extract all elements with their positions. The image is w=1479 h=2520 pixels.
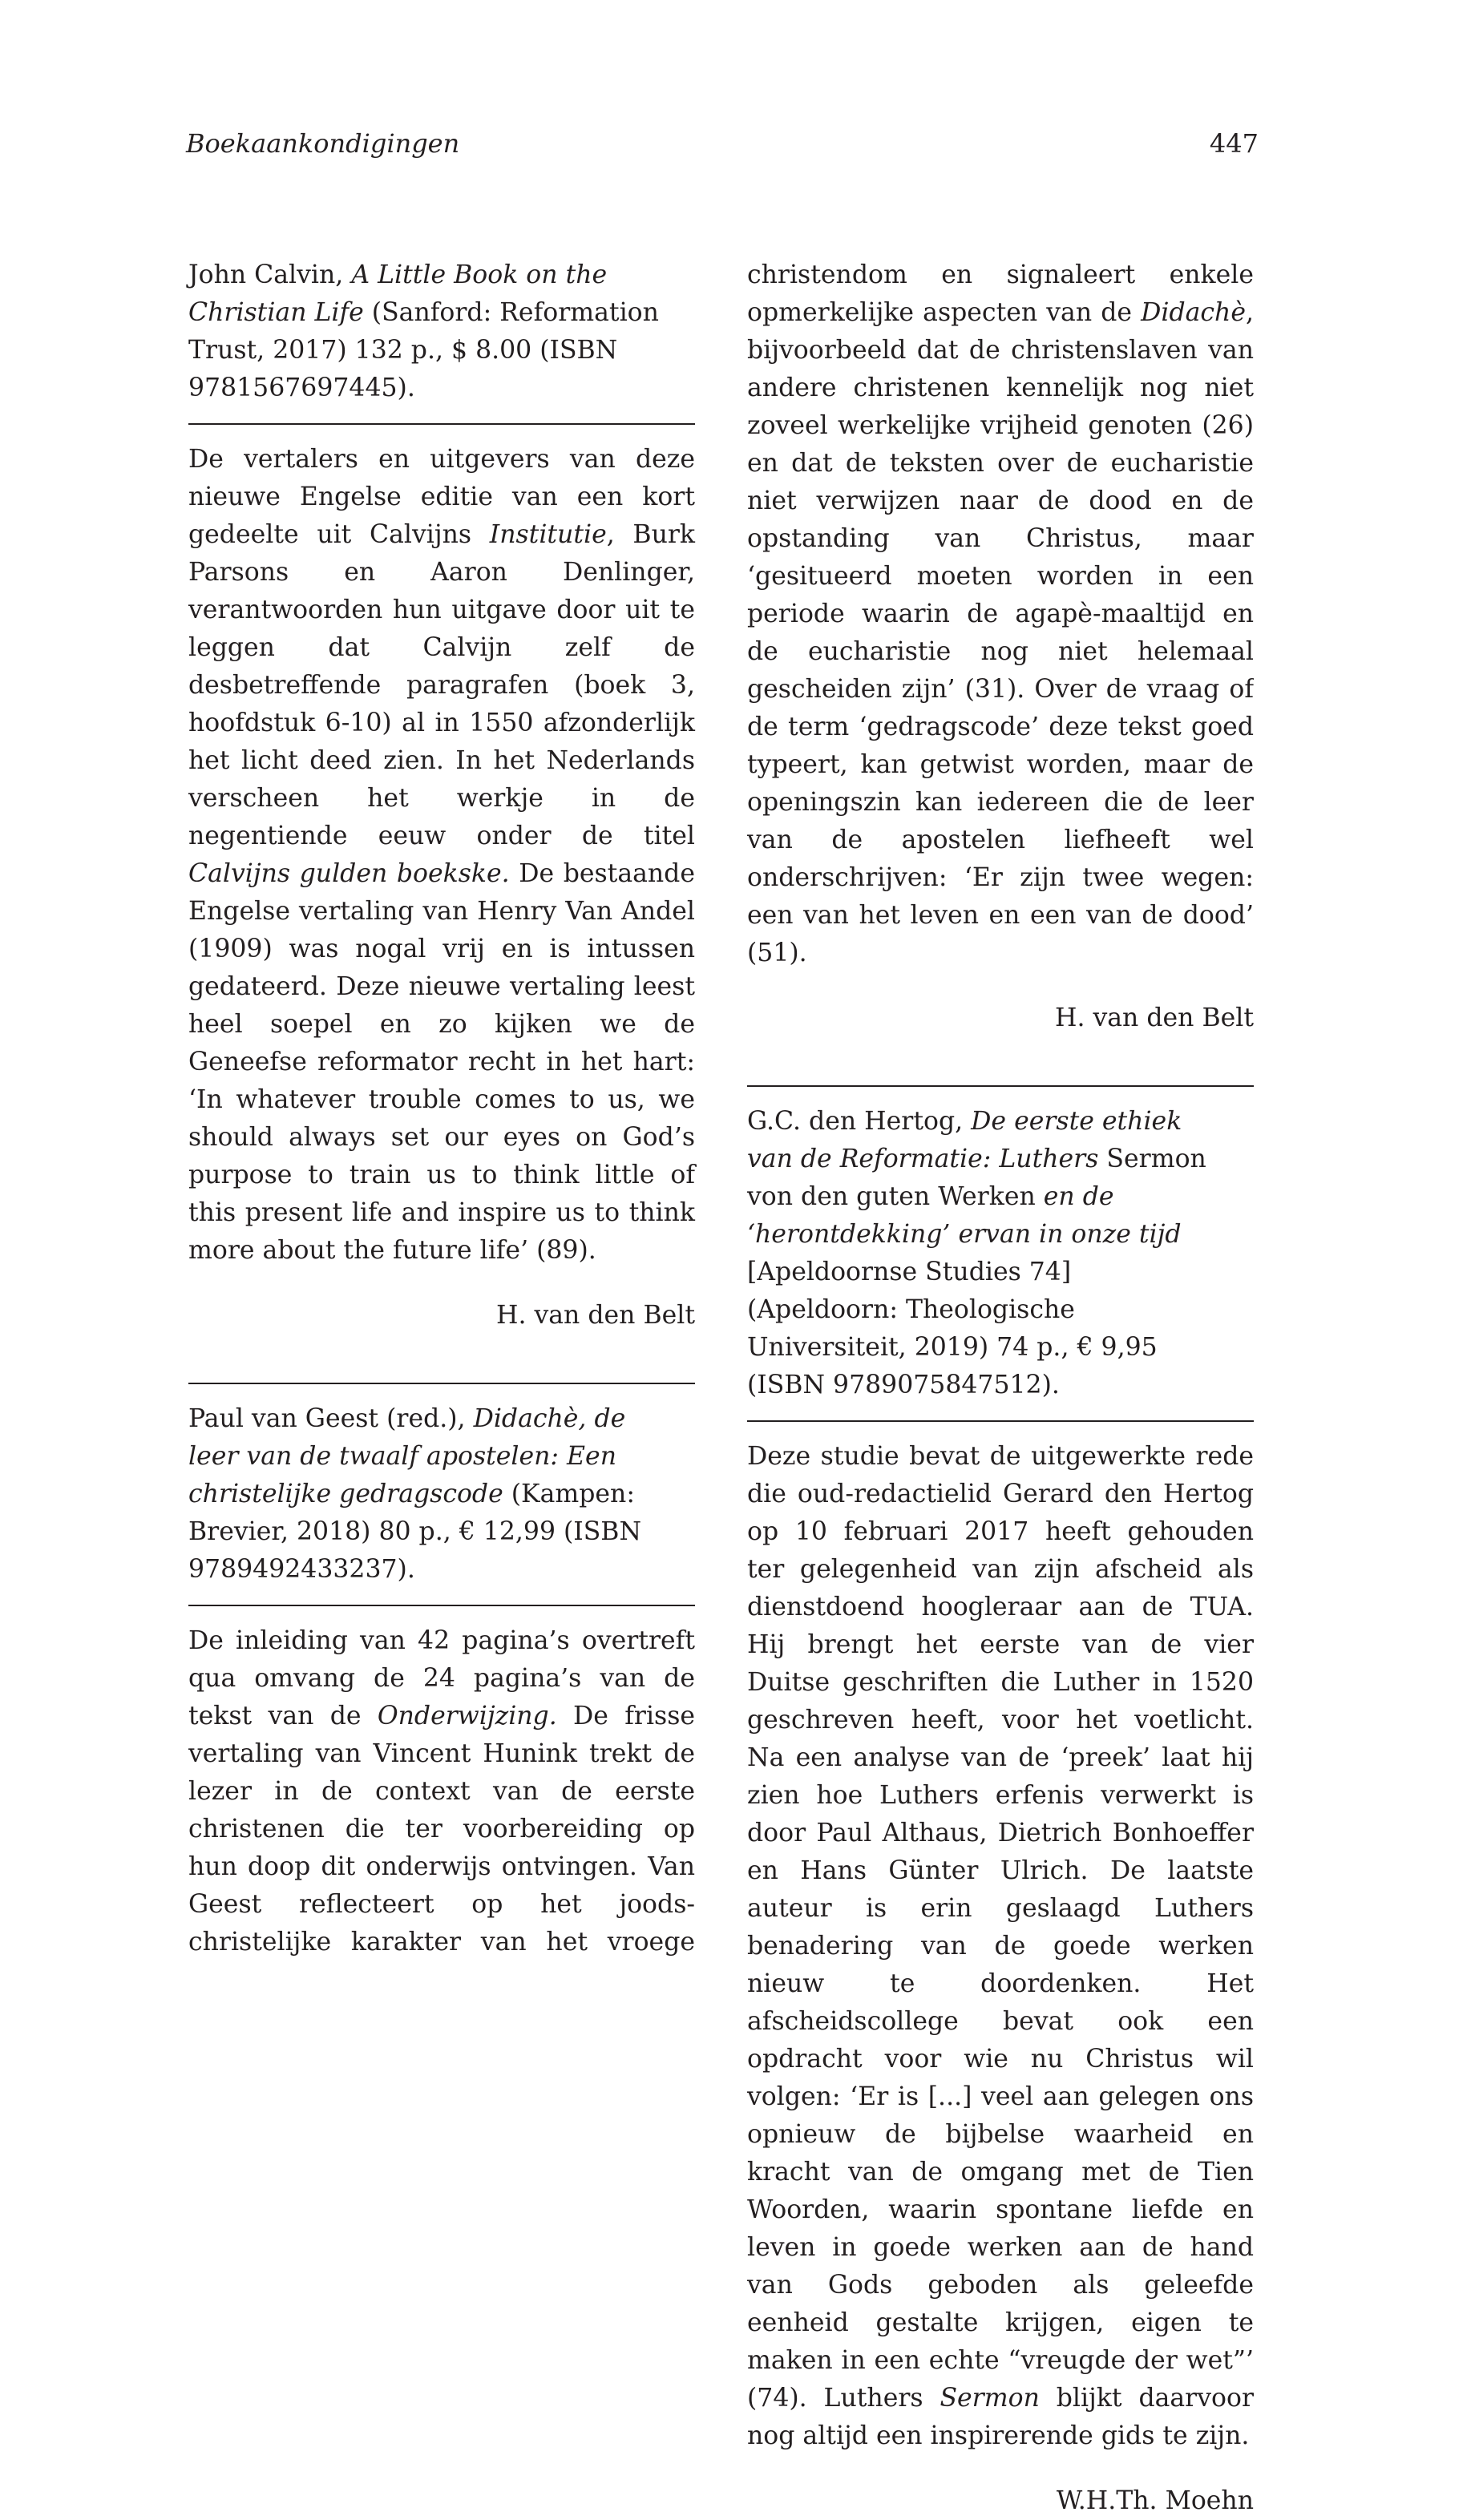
left-column: [188, 256, 695, 1961]
review-1-title: A Little Book on the Christian Life: [188, 260, 608, 327]
review-3-details: [Apeldoornse Studies 74] (Apeldoorn: Theologische Universiteit, 2019) 74 p., € 9,95 (ISBN 9789075847512).: [747, 1258, 1158, 1399]
review-3-body: Deze studie bevat de uitgewerkte rede die oud-redactielid Gerard den Hertog op 10 februari 2017 heeft gehouden ter gelegenheid van zijn afscheid als dienstdoend hoogleraar aan de TUA. Hij brengt het eerste van de vier Duitse geschriften die Luther in 1520 geschreven heeft, voor het voetlicht. Na een analyse van de ‘preek’ laat hij zien hoe Luthers erfenis verwerkt is door Paul Althaus, Dietrich Bonhoeffer en Hans Günter Ulrich. De laatste auteur is erin geslaagd Luthers benadering van de goede werken nieuw te doordenken. Het afscheidscollege bevat ook een opdracht voor wie nu Christus wil volgen: ‘Er is [...] veel aan gelegen ons opnieuw de bijbelse waarheid en kracht van de omgang met de Tien Woorden, waarin spontane liefde en leven in goede werken aan de hand van Gods geboden als geleefde eenheid gestalte krijgen, eigen te maken in een echte “vreugde der wet”’ (74). Luthers Sermon blijkt daarvoor nog altijd een inspirerende gids te zijn.: [747, 1442, 1255, 2450]
review-1-details: (Sanford: Reformation Trust, 2017) 132 p., $ 8.00 (ISBN 9781567697445).: [188, 298, 659, 402]
review-3-citation: G.C. den Hertog, De eerste ethiek van de Reformatie: Luthers Sermon von den guten Werken en de ‘herontdekking’ ervan in onze tijd [Apeldoornse Studies 74] (Apeldoorn: Theologische Universiteit, 2019) 74 p., € 9,95 (ISBN 9789075847512).: [747, 1107, 1206, 1399]
divider: [188, 423, 695, 425]
divider: [747, 1420, 1254, 1422]
divider: [188, 1605, 695, 1606]
review-1-reviewer: H. van den Belt: [495, 1301, 695, 1330]
review-3-reviewer: W.H.Th. Moehn: [1056, 2486, 1254, 2515]
review-1-body: De vertalers en uitgevers van deze nieuwe Engelse editie van een kort gedeelte uit Calvijns Institutie, Burk Parsons en Aaron Denlinger, verantwoorden hun uitgave door uit te leggen dat Calvijn zelf de desbetreffende paragrafen (boek 3, hoofdstuk 6-10) al in 1550 afzonderlijk het licht deed zien. In het Nederlands verscheen het werkje in de negentiende eeuw onder de titel Calvijns gulden boekske. De bestaande Engelse vertaling van Henry Van Andel (1909) was nogal vrij en is intussen gedateerd. Deze nieuwe vertaling leest heel soepel en zo kijken we de Geneefse reformator recht in het hart: ‘In whatever trouble comes to us, we should always set our eyes on God’s purpose to train us to think little of this present life and inspire us to think more about the future life’ (89).: [188, 445, 696, 1265]
review-2-body-continued: christendom en signaleert enkele opmerkelijke aspecten van de Didachè, bijvoorbeeld dat de christenslaven van andere christenen kennelijk nog niet zoveel werkelijke vrijheid genoten (26) en dat de teksten over de eucharistie niet verwijzen naar de dood en de opstanding van Christus, maar ‘gesitueerd moeten worden in een periode waarin de agapè-maaltijd en de eucharistie nog niet helemaal gescheiden zijn’ (31). Over de vraag of de term ‘gedragscode’ deze tekst goed typeert, kan getwist worden, maar de openingszin kan iedereen die de leer van de apostelen liefheeft wel onderschrijven: ‘Er zijn twee wegen: een van het leven en een van de dood’ (51).: [747, 260, 1254, 967]
divider: [188, 1383, 695, 1384]
review-2-title: Didachè, de leer van de twaalf apostelen: Een christelijke gedragscode: [188, 1404, 626, 1508]
review-2-reviewer: H. van den Belt: [1054, 1004, 1254, 1032]
right-column: [747, 256, 1254, 2520]
page-number: 447: [1209, 128, 1259, 159]
review-3-title: De eerste ethiek van de Reformatie: Luthers: [747, 1107, 1182, 1173]
review-2-body: De inleiding van 42 pagina’s overtreft qua omvang de 24 pagina’s van de tekst van de Onderwijzing. De frisse vertaling van Vincent Hunink trekt de lezer in de context van de eerste christenen die ter voorbereiding op hun doop dit onderwijs ontvingen. Van Geest reflecteert op het joods-christelijke karakter van het vroege: [188, 1626, 695, 1957]
review-1-citation: [188, 256, 669, 407]
divider: [747, 1085, 1254, 1087]
review-2-citation: [188, 1400, 669, 1589]
review-2-author: Paul van Geest (red.),: [188, 1404, 474, 1433]
running-head: Boekaankondigingen: [186, 128, 460, 159]
review-1-author: John Calvin,: [188, 260, 352, 289]
review-2-details: (Kampen: Brevier, 2018) 80 p., € 12,99 (ISBN 9789492433237).: [188, 1480, 642, 1584]
review-3-author: G.C. den Hertog,: [747, 1107, 972, 1136]
